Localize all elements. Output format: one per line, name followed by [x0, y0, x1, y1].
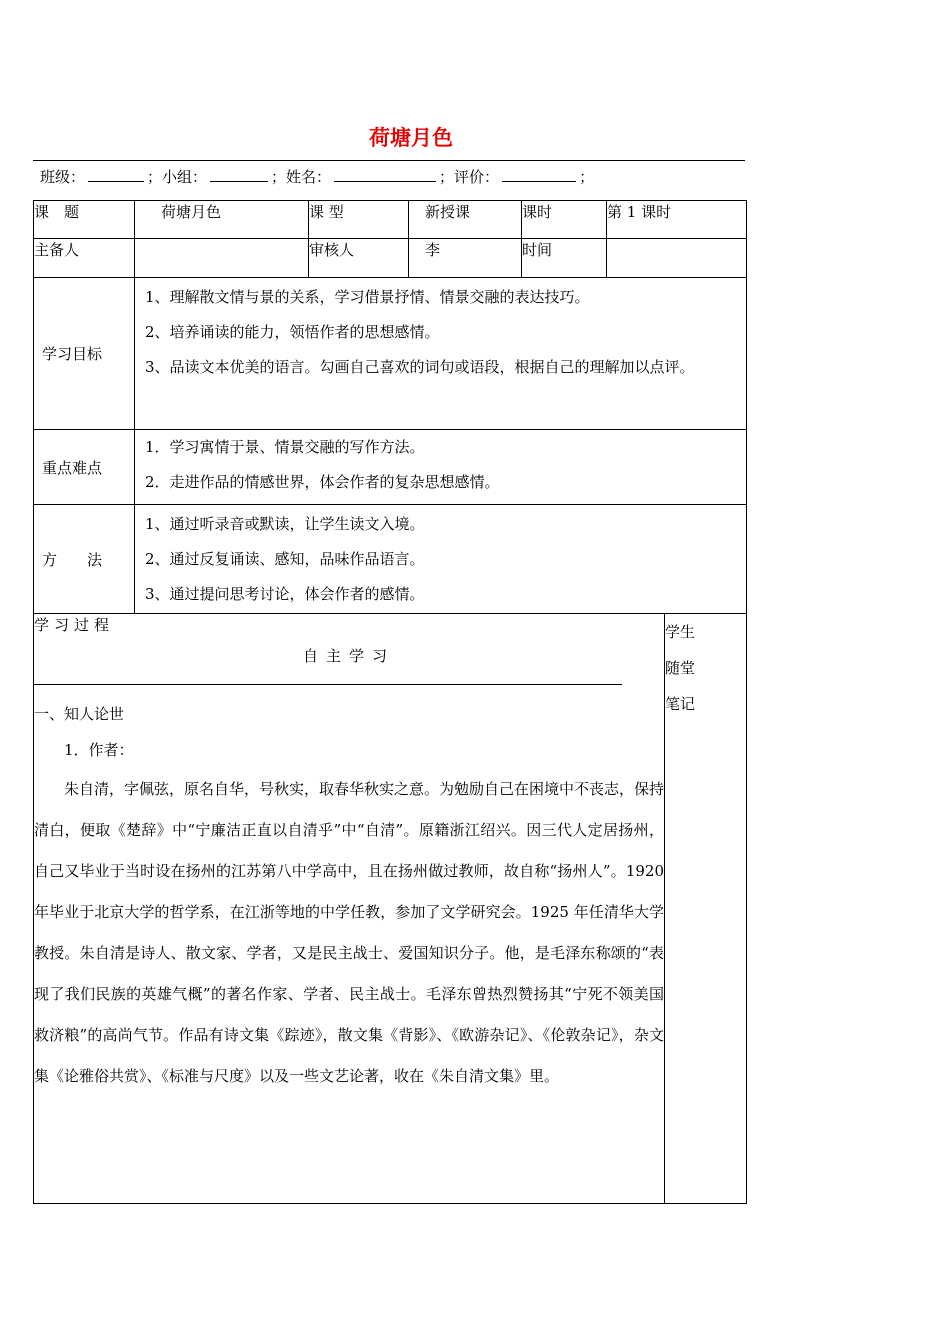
goal-item: 3、品读文本优美的语言。勾画自己喜欢的词句或语段，根据自己的理解加以点评。 — [145, 358, 695, 376]
learning-process-cell — [34, 614, 665, 1204]
name-blank[interactable] — [334, 167, 436, 182]
type-label: 课 型 — [309, 201, 409, 239]
header-divider — [33, 160, 745, 161]
author-paragraph: 朱自清，字佩弦，原名自华，号秋实，取春华秋实之意。为勉励自己在困境中不丧志，保持清白，便取《楚辞》中“宁廉洁正直以自清乎”中“自清”。原籍浙江绍兴。因三代人定居扬州，自己又毕业于当时设在扬州的江苏第八中学高中，且在扬州做过教师，故自称“扬州人”。1920 年毕业于北京大学的哲学系，在江浙等地的中学任教，参加了文学研究会。1925 年任清华大学教授。朱自清是诗人、散文家、学者，又是民主战士、爱国知识分子。他，是毛泽东称颂的“表现了我们民族的英雄气概”的著名作家、学者、民主战士。毛泽东曾热烈赞扬其“宁死不领美国救济粮”的高尚气节。作品有诗文集《踪迹》，散文集《背影》、《欧游杂记》、《伦敦杂记》，杂文集《论雅俗共赏》、《标准与尺度》以及一些文艺论著，收在《朱自清文集》里。 — [34, 780, 665, 1085]
item-heading: 1．作者： — [64, 741, 134, 759]
method-item: 3、通过提问思考讨论，体会作者的感情。 — [145, 585, 425, 603]
author-intro — [34, 769, 664, 1097]
lesson-plan-table — [33, 200, 747, 1204]
process-heading: 学习过程 — [34, 616, 115, 634]
subject-label: 课 题 — [34, 201, 135, 239]
class-label: 班级： — [40, 168, 86, 186]
period-label: 课时 — [522, 201, 607, 239]
method-label: 方 法 — [34, 505, 135, 614]
process-divider — [34, 684, 622, 685]
type-value: 新授课 — [409, 201, 522, 239]
key-points-cell — [135, 430, 747, 505]
goal-item: 2、培养诵读的能力，领悟作者的思想感情。 — [145, 323, 440, 341]
reviewer-value: 李 — [409, 239, 522, 278]
goals-label: 学习目标 — [34, 278, 135, 430]
eval-blank[interactable] — [502, 167, 576, 182]
subject-value: 荷塘月色 — [135, 201, 309, 239]
notes-column — [665, 614, 747, 1204]
method-item: 1、通过听录音或默读，让学生读文入境。 — [145, 515, 425, 533]
preparer-value — [135, 239, 309, 278]
time-value — [607, 239, 747, 278]
key-point-item: 2．走进作品的情感世界，体会作者的复杂思想感情。 — [145, 473, 500, 491]
section-heading: 一、知人论世 — [34, 705, 125, 723]
notes-label-line: 笔记 — [665, 695, 696, 713]
group-label: ；小组： — [147, 168, 208, 186]
group-blank[interactable] — [210, 167, 268, 182]
page-title: 荷塘月色 — [369, 126, 453, 150]
notes-label-line: 随堂 — [665, 659, 696, 677]
notes-label-line: 学生 — [665, 623, 696, 641]
preparer-label: 主备人 — [34, 239, 135, 278]
student-info-line — [40, 166, 594, 187]
eval-label: ；评价： — [439, 168, 500, 186]
info-end: ； — [579, 168, 595, 186]
time-label: 时间 — [522, 239, 607, 278]
goal-item: 1、理解散文情与景的关系，学习借景抒情、情景交融的表达技巧。 — [145, 288, 590, 306]
period-value: 第 1 课时 — [607, 201, 747, 239]
class-blank[interactable] — [88, 167, 144, 182]
goals-cell — [135, 278, 747, 430]
name-label: ；姓名： — [271, 168, 332, 186]
method-item: 2、通过反复诵读、感知，品味作品语言。 — [145, 550, 425, 568]
method-cell — [135, 505, 747, 614]
reviewer-label: 审核人 — [309, 239, 409, 278]
process-sub-heading: 自主学习 — [302, 647, 395, 665]
key-point-item: 1．学习寓情于景、情景交融的写作方法。 — [145, 438, 425, 456]
key-points-label: 重点难点 — [34, 430, 135, 505]
